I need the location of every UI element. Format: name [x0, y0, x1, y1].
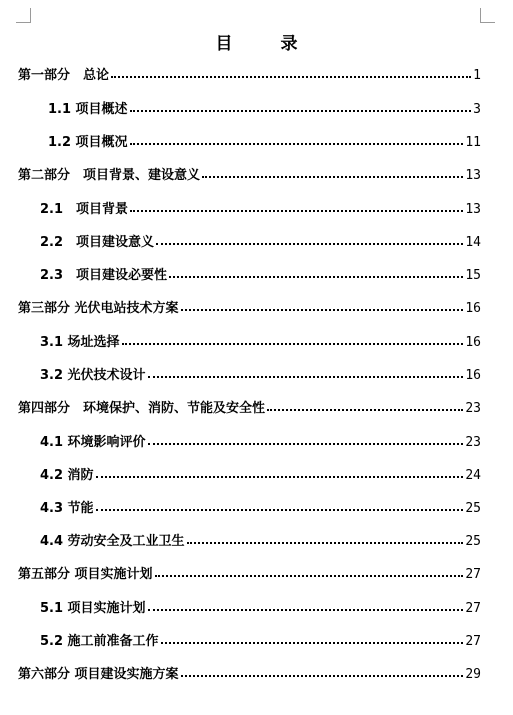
- toc-entry[interactable]: [18, 66, 481, 86]
- toc-entry[interactable]: [40, 233, 481, 253]
- toc-entry-page-number: 27: [465, 601, 481, 616]
- page-corner-mark-top-right: [480, 8, 495, 23]
- toc-entry-page-number: 14: [465, 235, 481, 250]
- toc-entry-page-number: 1: [473, 68, 481, 83]
- toc-dot-leader: [155, 575, 464, 577]
- toc-entry-label: 第五部分 项目实施计划: [18, 567, 153, 582]
- toc-dot-leader: [267, 409, 463, 411]
- toc-entry[interactable]: [40, 632, 481, 652]
- toc-entry-page-number: 23: [465, 435, 481, 450]
- toc-dot-leader: [202, 176, 463, 178]
- toc-entry[interactable]: [48, 100, 481, 120]
- toc-entry-label: 3.2 光伏技术设计: [40, 368, 146, 383]
- toc-entry[interactable]: [40, 266, 481, 286]
- toc-entry-label: 4.1 环境影响评价: [40, 435, 146, 450]
- toc-dot-leader: [130, 210, 463, 212]
- toc-dot-leader: [111, 76, 471, 78]
- toc-entry[interactable]: [40, 532, 481, 552]
- toc-entry[interactable]: [40, 499, 481, 519]
- toc-entry-page-number: 16: [465, 301, 481, 316]
- toc-entry-label: 1.2 项目概况: [48, 135, 128, 150]
- toc-title-char-2: 录: [280, 34, 298, 54]
- toc-entry-label: 第二部分 项目背景、建设意义: [18, 168, 201, 183]
- toc-dot-leader: [148, 376, 464, 378]
- toc-entry-label: 2.2 项目建设意义: [40, 235, 155, 250]
- toc-entry-page-number: 3: [473, 102, 481, 117]
- toc-entry[interactable]: [40, 599, 481, 619]
- toc-entry-label: 5.1 项目实施计划: [40, 601, 146, 616]
- toc-entry[interactable]: [18, 665, 481, 685]
- toc-dot-leader: [181, 675, 464, 677]
- toc-dot-leader: [169, 276, 463, 278]
- toc-dot-leader: [156, 243, 463, 245]
- page-corner-mark-top-left: [16, 8, 31, 23]
- toc-entry[interactable]: [40, 333, 481, 353]
- toc-entry-label: 1.1 项目概述: [48, 102, 128, 117]
- toc-title-char-1: 目: [215, 34, 233, 54]
- toc-entry-page-number: 16: [465, 368, 481, 383]
- toc-entry-page-number: 27: [465, 634, 481, 649]
- toc-dot-leader: [130, 143, 464, 145]
- toc-dot-leader: [181, 309, 464, 311]
- toc-entry-label: 4.3 节能: [40, 501, 94, 516]
- toc-entry-page-number: 24: [465, 468, 481, 483]
- toc-dot-leader: [122, 343, 464, 345]
- toc-entry[interactable]: [18, 565, 481, 585]
- toc-entry-page-number: 25: [465, 501, 481, 516]
- toc-entry-page-number: 27: [465, 567, 481, 582]
- toc-dot-leader: [96, 476, 464, 478]
- toc-entry[interactable]: [40, 200, 481, 220]
- toc-entry-page-number: 13: [465, 168, 481, 183]
- toc-entry-page-number: 13: [465, 202, 481, 217]
- toc-entry[interactable]: [18, 166, 481, 186]
- toc-entry-label: 第三部分 光伏电站技术方案: [18, 301, 179, 316]
- toc-dot-leader: [148, 443, 464, 445]
- toc-entry-label: 5.2 施工前准备工作: [40, 634, 159, 649]
- toc-entry-page-number: 29: [465, 667, 481, 682]
- toc-dot-leader: [148, 609, 464, 611]
- toc-entry[interactable]: [40, 433, 481, 453]
- toc-dot-leader: [161, 642, 464, 644]
- toc-entry[interactable]: [18, 299, 481, 319]
- toc-title: [0, 32, 513, 56]
- toc-entry-page-number: 11: [465, 135, 481, 150]
- toc-entry[interactable]: [40, 466, 481, 486]
- toc-entry-label: 2.1 项目背景: [40, 202, 129, 217]
- toc-entry-page-number: 16: [465, 335, 481, 350]
- toc-entry[interactable]: [18, 399, 481, 419]
- toc-entry-label: 4.2 消防: [40, 468, 94, 483]
- toc-dot-leader: [187, 542, 464, 544]
- toc-entry-label: 2.3 项目建设必要性: [40, 268, 168, 283]
- toc-entry-label: 3.1 场址选择: [40, 335, 120, 350]
- toc-entry-label: 第四部分 环境保护、消防、节能及安全性: [18, 401, 266, 416]
- toc-entry[interactable]: [40, 366, 481, 386]
- toc-entry-page-number: 23: [465, 401, 481, 416]
- toc-dot-leader: [96, 509, 464, 511]
- toc-entry-label: 第一部分 总论: [18, 68, 110, 83]
- toc-dot-leader: [130, 110, 472, 112]
- toc-entry[interactable]: [48, 133, 481, 153]
- toc-entry-page-number: 15: [465, 268, 481, 283]
- toc-entry-label: 第六部分 项目建设实施方案: [18, 667, 179, 682]
- toc-entry-page-number: 25: [465, 534, 481, 549]
- toc-entry-label: 4.4 劳动安全及工业卫生: [40, 534, 185, 549]
